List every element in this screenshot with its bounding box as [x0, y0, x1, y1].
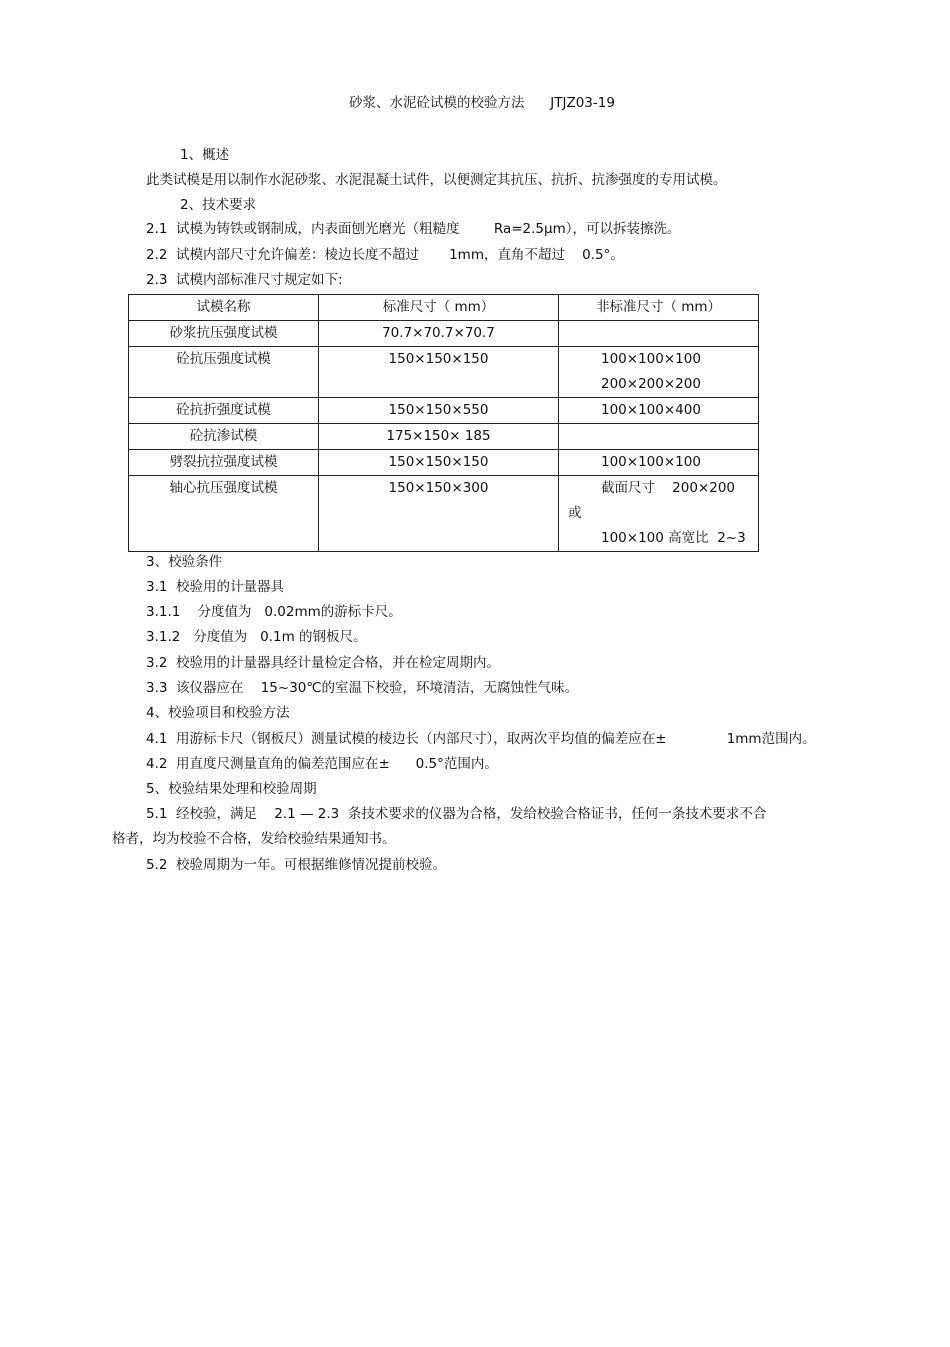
- nonstandard-line: 100×100×400: [601, 402, 701, 418]
- table-header-row: [129, 295, 759, 321]
- section-heading-methods: 4、校验项目和校验方法: [146, 705, 290, 721]
- cell-nonstandard-size: [559, 398, 759, 424]
- nonstandard-line: 200×200×200: [601, 376, 701, 392]
- section-heading-conditions: 3、校验条件: [146, 554, 223, 570]
- section-heading-overview: 1、概述: [180, 147, 230, 163]
- cell-nonstandard-size: [559, 321, 759, 347]
- table-row: [129, 424, 759, 450]
- table-row: [129, 476, 759, 552]
- table-row: [129, 398, 759, 424]
- condition-3-1: 3.1 校验用的计量器具: [146, 579, 285, 595]
- cell-nonstandard-size: [559, 424, 759, 450]
- cell-standard-size: 150×150×150: [319, 450, 559, 476]
- section-heading-tech-requirements: 2、技术要求: [180, 197, 257, 213]
- overview-paragraph: 此类试模是用以制作水泥砂浆、水泥混凝土试件，以便测定其抗压、抗折、抗渗强度的专用试模。: [146, 172, 727, 188]
- result-5-1-line1: 5.1 经校验，满足 2.1 — 2.3 条技术要求的仪器为合格，发给校验合格证书，任何一条技术要求不合: [146, 806, 767, 822]
- method-4-2: 4.2 用直度尺测量直角的偏差范围应在± 0.5°范围内。: [146, 756, 498, 772]
- cell-mold-name: 砼抗渗试模: [129, 424, 319, 450]
- cell-mold-name: 砼抗压强度试模: [129, 347, 319, 398]
- result-5-2: 5.2 校验周期为一年。可根据维修情况提前校验。: [146, 857, 447, 873]
- cell-standard-size: 150×150×300: [319, 476, 559, 552]
- cell-standard-size: 175×150× 185: [319, 424, 559, 450]
- mold-size-table: [128, 294, 759, 552]
- requirement-2-3: 2.3 试模内部标准尺寸规定如下:: [146, 272, 343, 288]
- table-row: [129, 347, 759, 398]
- cell-standard-size: 70.7×70.7×70.7: [319, 321, 559, 347]
- method-4-1: 4.1 用游标卡尺（钢板尺）测量试模的棱边长（内部尺寸），取两次平均值的偏差应在± 1mm范围内。: [146, 731, 816, 747]
- page-title: 砂浆、水泥砼试模的校验方法 JTJZ03-19: [349, 95, 615, 111]
- requirement-2-2: 2.2 试模内部尺寸允许偏差：棱边长度不超过 1mm，直角不超过 0.5°。: [146, 247, 624, 263]
- nonstandard-line: 截面尺寸 200×200: [601, 480, 736, 496]
- cell-standard-size: 150×150×550: [319, 398, 559, 424]
- nonstandard-line: 或: [568, 505, 582, 521]
- condition-3-2: 3.2 校验用的计量器具经计量检定合格，并在检定周期内。: [146, 655, 501, 671]
- cell-nonstandard-size: [559, 450, 759, 476]
- nonstandard-line: 100×100 高宽比 2~3: [601, 530, 746, 546]
- cell-mold-name: 劈裂抗拉强度试模: [129, 450, 319, 476]
- result-5-1-line2: 格者，均为校验不合格，发给校验结果通知书。: [112, 831, 396, 847]
- table-row: [129, 321, 759, 347]
- header-nonstandard-size: 非标准尺寸（ mm）: [559, 295, 759, 321]
- cell-standard-size: 150×150×150: [319, 347, 559, 398]
- condition-3-1-1: 3.1.1 分度值为 0.02mm的游标卡尺。: [146, 604, 402, 620]
- cell-nonstandard-size: [559, 476, 759, 552]
- condition-3-3: 3.3 该仪器应在 15~30℃的室温下校验，环境清洁，无腐蚀性气味。: [146, 680, 579, 696]
- nonstandard-line: 100×100×100: [601, 454, 701, 470]
- condition-3-1-2: 3.1.2 分度值为 0.1m 的钢板尺。: [146, 629, 367, 645]
- cell-mold-name: 砂浆抗压强度试模: [129, 321, 319, 347]
- table-row: [129, 450, 759, 476]
- nonstandard-line: 100×100×100: [601, 351, 701, 367]
- cell-mold-name: 轴心抗压强度试模: [129, 476, 319, 552]
- cell-mold-name: 砼抗折强度试模: [129, 398, 319, 424]
- section-heading-results: 5、校验结果处理和校验周期: [146, 781, 317, 797]
- requirement-2-1: 2.1 试模为铸铁或钢制成，内表面刨光磨光（粗糙度 Ra=2.5μm），可以拆装擦洗。: [146, 221, 681, 237]
- cell-nonstandard-size: [559, 347, 759, 398]
- header-mold-name: 试模名称: [129, 295, 319, 321]
- header-standard-size: 标准尺寸（ mm）: [319, 295, 559, 321]
